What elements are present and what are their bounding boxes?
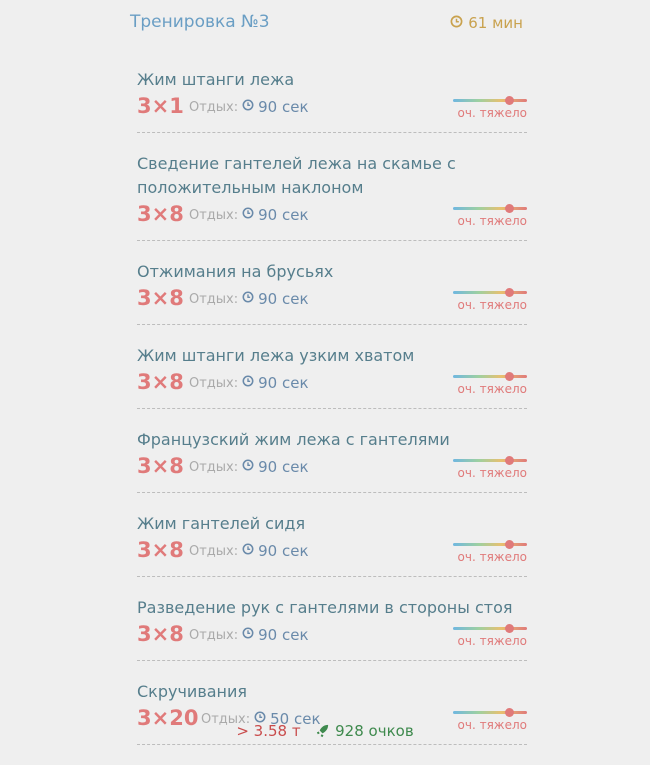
exercise-item[interactable] — [137, 338, 527, 409]
exercise-sets: 3×1 — [137, 94, 184, 118]
exercise-sets: 3×8 — [137, 286, 184, 310]
exercise-stats — [137, 92, 527, 120]
difficulty-marker — [505, 204, 514, 213]
clock-icon — [242, 207, 254, 223]
difficulty-bar — [453, 99, 527, 102]
difficulty-bar — [453, 711, 527, 714]
clock-icon — [242, 99, 254, 115]
exercise-stats — [137, 368, 527, 396]
exercise-item[interactable] — [137, 146, 527, 241]
exercise-item[interactable] — [137, 590, 527, 661]
difficulty-indicator — [447, 286, 527, 312]
difficulty-marker — [505, 456, 514, 465]
workout-header — [130, 10, 523, 38]
rest-label: Отдых: — [201, 711, 251, 727]
difficulty-indicator — [447, 94, 527, 120]
exercise-rest — [189, 206, 309, 224]
difficulty-bar — [453, 291, 527, 294]
rest-value: 90 сек — [258, 98, 309, 116]
exercise-rest — [189, 458, 309, 476]
difficulty-label: оч. тяжело — [457, 550, 527, 564]
difficulty-label: оч. тяжело — [457, 718, 527, 732]
rest-value: 90 сек — [258, 626, 309, 644]
rest-label: Отдых: — [189, 207, 239, 223]
exercise-rest — [189, 374, 309, 392]
difficulty-bar — [453, 459, 527, 462]
difficulty-label: оч. тяжело — [457, 466, 527, 480]
rest-value: 90 сек — [258, 290, 309, 308]
exercise-sets: 3×8 — [137, 370, 184, 394]
exercise-name: Французский жим лежа с гантелями — [137, 430, 450, 449]
rest-label: Отдых: — [189, 459, 239, 475]
exercise-stats — [137, 452, 527, 480]
difficulty-bar — [453, 207, 527, 210]
difficulty-indicator — [447, 538, 527, 564]
clock-icon — [242, 375, 254, 391]
difficulty-marker — [505, 96, 514, 105]
exercise-item[interactable] — [137, 422, 527, 493]
difficulty-label: оч. тяжело — [457, 634, 527, 648]
exercise-name: Сведение гантелей лежа на скамье с положительным наклоном — [137, 154, 456, 197]
exercise-rest — [189, 290, 309, 308]
tonnage-value: > 3.58 т — [236, 722, 301, 740]
exercise-name: Отжимания на брусьях — [137, 262, 334, 281]
exercise-sets: 3×8 — [137, 538, 184, 562]
exercise-rest — [189, 542, 309, 560]
exercise-item[interactable] — [137, 506, 527, 577]
difficulty-marker — [505, 288, 514, 297]
workout-duration — [450, 14, 523, 32]
clock-icon — [242, 627, 254, 643]
difficulty-marker — [505, 540, 514, 549]
rest-value: 90 сек — [258, 542, 309, 560]
exercise-stats — [137, 200, 527, 228]
exercise-sets: 3×8 — [137, 202, 184, 226]
rest-value: 50 сек — [270, 710, 321, 728]
exercise-name: Жим штанги лежа узким хватом — [137, 346, 415, 365]
exercise-sets: 3×8 — [137, 622, 184, 646]
exercise-rest — [189, 626, 309, 644]
exercise-item[interactable] — [137, 62, 527, 133]
rest-label: Отдых: — [189, 375, 239, 391]
rocket-icon — [315, 722, 335, 740]
difficulty-marker — [505, 624, 514, 633]
workout-title: Тренировка №3 — [130, 12, 270, 32]
points-value: 928 очков — [335, 722, 414, 740]
difficulty-indicator — [447, 370, 527, 396]
duration-value: 61 мин — [468, 14, 523, 32]
exercise-name: Жим гантелей сидя — [137, 514, 306, 533]
clock-icon — [242, 459, 254, 475]
rest-label: Отдых: — [189, 627, 239, 643]
difficulty-label: оч. тяжело — [457, 382, 527, 396]
difficulty-label: оч. тяжело — [457, 214, 527, 228]
exercise-name: Скручивания — [137, 682, 248, 701]
clock-icon — [242, 543, 254, 559]
exercise-sets: 3×8 — [137, 454, 184, 478]
points — [315, 722, 413, 740]
exercise-rest — [189, 98, 309, 116]
difficulty-bar — [453, 543, 527, 546]
exercise-stats — [137, 536, 527, 564]
workout-summary — [0, 722, 650, 740]
rest-value: 90 сек — [258, 374, 309, 392]
difficulty-indicator — [447, 202, 527, 228]
exercise-sets: 3×20 — [137, 706, 199, 730]
difficulty-indicator — [447, 454, 527, 480]
difficulty-label: оч. тяжело — [457, 298, 527, 312]
exercise-list — [137, 62, 527, 758]
difficulty-bar — [453, 375, 527, 378]
clock-icon — [242, 291, 254, 307]
exercise-name: Жим штанги лежа — [137, 70, 295, 89]
rest-value: 90 сек — [258, 458, 309, 476]
rest-value: 90 сек — [258, 206, 309, 224]
difficulty-indicator — [447, 622, 527, 648]
rest-label: Отдых: — [189, 543, 239, 559]
exercise-stats — [137, 284, 527, 312]
exercise-item[interactable] — [137, 254, 527, 325]
rest-label: Отдых: — [189, 291, 239, 307]
difficulty-marker — [505, 372, 514, 381]
difficulty-marker — [505, 708, 514, 717]
difficulty-label: оч. тяжело — [457, 106, 527, 120]
clock-icon — [450, 14, 463, 32]
rest-label: Отдых: — [189, 99, 239, 115]
exercise-name: Разведение рук с гантелями в стороны стоя — [137, 598, 513, 617]
exercise-stats — [137, 620, 527, 648]
difficulty-bar — [453, 627, 527, 630]
